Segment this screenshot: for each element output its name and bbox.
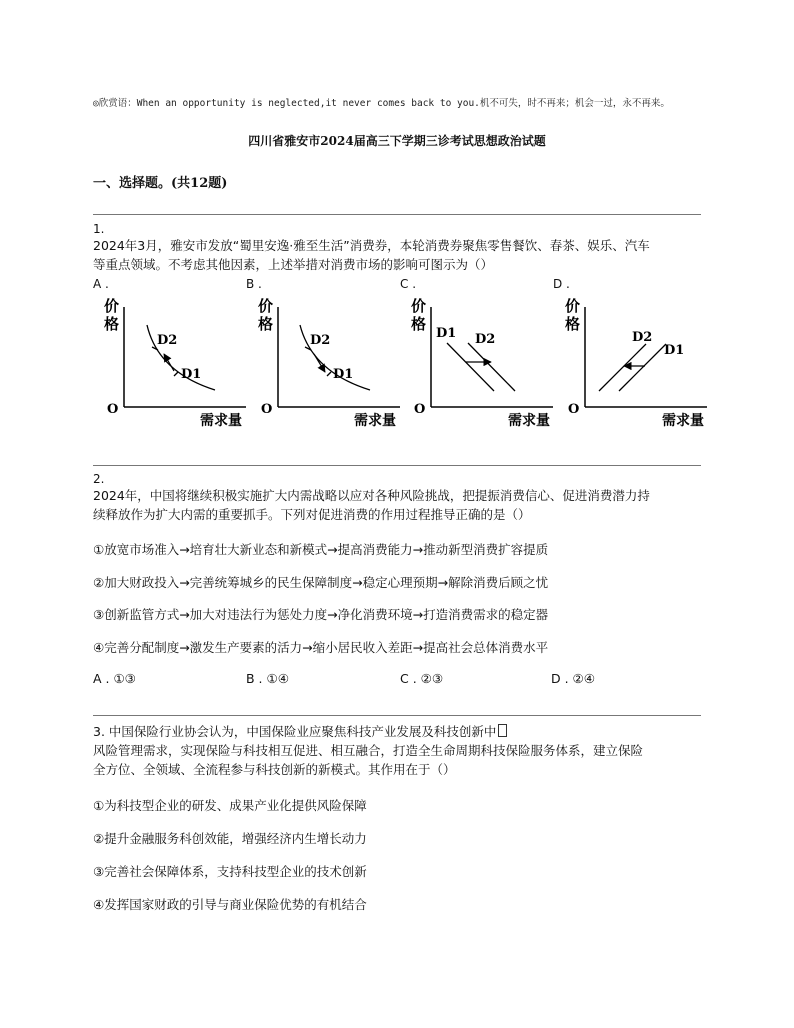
- graph-a: [104, 297, 246, 429]
- question-2-number: 2.: [93, 472, 105, 486]
- graph-d-ylabel: 格: [565, 315, 581, 333]
- demand-graphs: [0, 0, 794, 440]
- graph-b-ylabel: 价: [258, 297, 274, 315]
- question-3-statement-4: ④发挥国家财政的引导与商业保险优势的有机结合: [93, 897, 367, 912]
- question-2-answer-c[interactable]: C . ②③: [400, 671, 444, 686]
- graph-d-line-d2: [599, 344, 646, 391]
- section-heading: 一、选择题。(共12题): [93, 176, 228, 191]
- question-2-statement-1: ①放宽市场准入→培育壮大新业态和新模式→提高消费能力→推动新型消费扩容提质: [93, 542, 549, 557]
- graph-d-label-d2: D2: [632, 330, 653, 345]
- question-3-stem-line: 全方位、全领域、全流程参与科技创新的新模式。其作用在于（）: [93, 762, 456, 777]
- graph-c-ylabel: 格: [411, 315, 427, 333]
- option-a-letter: A .: [93, 277, 109, 291]
- graph-b-label-d1: D1: [333, 367, 354, 382]
- question-2-stem-line: 2024年，中国将继续积极实施扩大内需战略以应对各种风险挑战，把提振消费信心、促进消费潜力持: [93, 488, 650, 503]
- graph-c-origin: O: [414, 402, 426, 417]
- question-2-statement-2: ②加大财政投入→完善统筹城乡的民生保障制度→稳定心理预期→解除消费后顾之忧: [93, 575, 549, 590]
- graph-b-arrow: [314, 354, 325, 372]
- question-2-stem-line: 续释放作为扩大内需的重要抓手。下列对促进消费的作用过程推导正确的是（）: [93, 507, 531, 522]
- graph-a-arrow: [164, 354, 174, 371]
- graph-b-xlabel: 需求量: [354, 413, 396, 429]
- graph-c-line-d1: [447, 343, 494, 391]
- graph-c-label-d2: D2: [475, 332, 496, 347]
- graph-b-label-d2: D2: [310, 333, 331, 348]
- missing-glyph-box: [498, 724, 507, 737]
- question-1-stem-line: 2024年3月，雅安市发放“蜀里安逸·雅至生活”消费券，本轮消费券聚焦零售餐饮、春茶、娱乐、汽车: [93, 238, 650, 253]
- question-3-statement-1: ①为科技型企业的研发、成果产业化提供风险保障: [93, 798, 367, 813]
- graph-a-label-d1: D1: [181, 367, 202, 382]
- graph-d: [565, 297, 707, 429]
- question-3-statement-2: ②提升金融服务科创效能，增强经济内生增长动力: [93, 831, 367, 846]
- graph-d-ylabel: 价: [565, 297, 581, 315]
- question-3-stem-line: 风险管理需求，实现保险与科技相互促进、相互融合，打造全生命周期科技保险服务体系，建立保险: [93, 743, 644, 758]
- question-2-statement-4: ④完善分配制度→激发生产要素的活力→缩小居民收入差距→提高社会总体消费水平: [93, 640, 549, 655]
- question-2-answer-d[interactable]: D . ②④: [551, 671, 595, 686]
- question-2-statement-3: ③创新监管方式→加大对违法行为惩处力度→净化消费环境→打造消费需求的稳定器: [93, 607, 549, 622]
- graph-d-line-d1: [619, 344, 666, 391]
- graph-a-origin: O: [107, 402, 119, 417]
- graph-b-ylabel: 格: [258, 315, 274, 333]
- graph-b: [258, 297, 400, 429]
- graph-a-ylabel: 价: [104, 297, 120, 315]
- graph-d-xlabel: 需求量: [662, 413, 704, 429]
- graph-a-label-d2: D2: [157, 333, 178, 348]
- motto-line: ◎欣赏语：When an opportunity is neglected,it never comes back to you.机不可失，时不再来；机会一过，永不再来。: [93, 98, 670, 109]
- option-b-letter: B .: [246, 277, 262, 291]
- graph-d-origin: O: [568, 402, 580, 417]
- question-3-stem-line: [93, 722, 703, 741]
- question-1-stem-line: 等重点领域。不考虑其他因素，上述举措对消费市场的影响可图示为（）: [93, 257, 494, 272]
- graph-b-point-mark: [327, 372, 331, 376]
- graph-d-label-d1: D1: [664, 343, 685, 358]
- graph-a-ylabel: 格: [104, 315, 120, 333]
- question-3-stem-text: 3. 中国保险行业协会认为，中国保险业应聚焦科技产业发展及科技创新中: [93, 724, 497, 739]
- option-c-letter: C .: [400, 277, 417, 291]
- question-3-statement-3: ③完善社会保障体系，支持科技型企业的技术创新: [93, 864, 367, 879]
- page-title: 四川省雅安市2024届高三下学期三诊考试思想政治试题: [248, 134, 546, 148]
- question-2-answer-b[interactable]: B . ①④: [246, 671, 289, 686]
- divider: [93, 465, 701, 466]
- graph-a-xlabel: 需求量: [200, 413, 242, 429]
- graph-c-line-d2: [468, 343, 515, 391]
- graph-c: [411, 297, 553, 429]
- graph-c-ylabel: 价: [411, 297, 427, 315]
- divider: [93, 715, 701, 716]
- graph-c-label-d1: D1: [436, 326, 457, 341]
- question-3-stem: [93, 722, 703, 779]
- graph-b-origin: O: [261, 402, 273, 417]
- question-1-number: 1.: [93, 222, 105, 236]
- question-2-answer-a[interactable]: A . ①③: [93, 671, 136, 686]
- graph-c-xlabel: 需求量: [508, 413, 550, 429]
- question-2-stem: [93, 486, 703, 524]
- graph-a-point-mark: [174, 372, 178, 376]
- option-d-letter: D .: [553, 277, 570, 291]
